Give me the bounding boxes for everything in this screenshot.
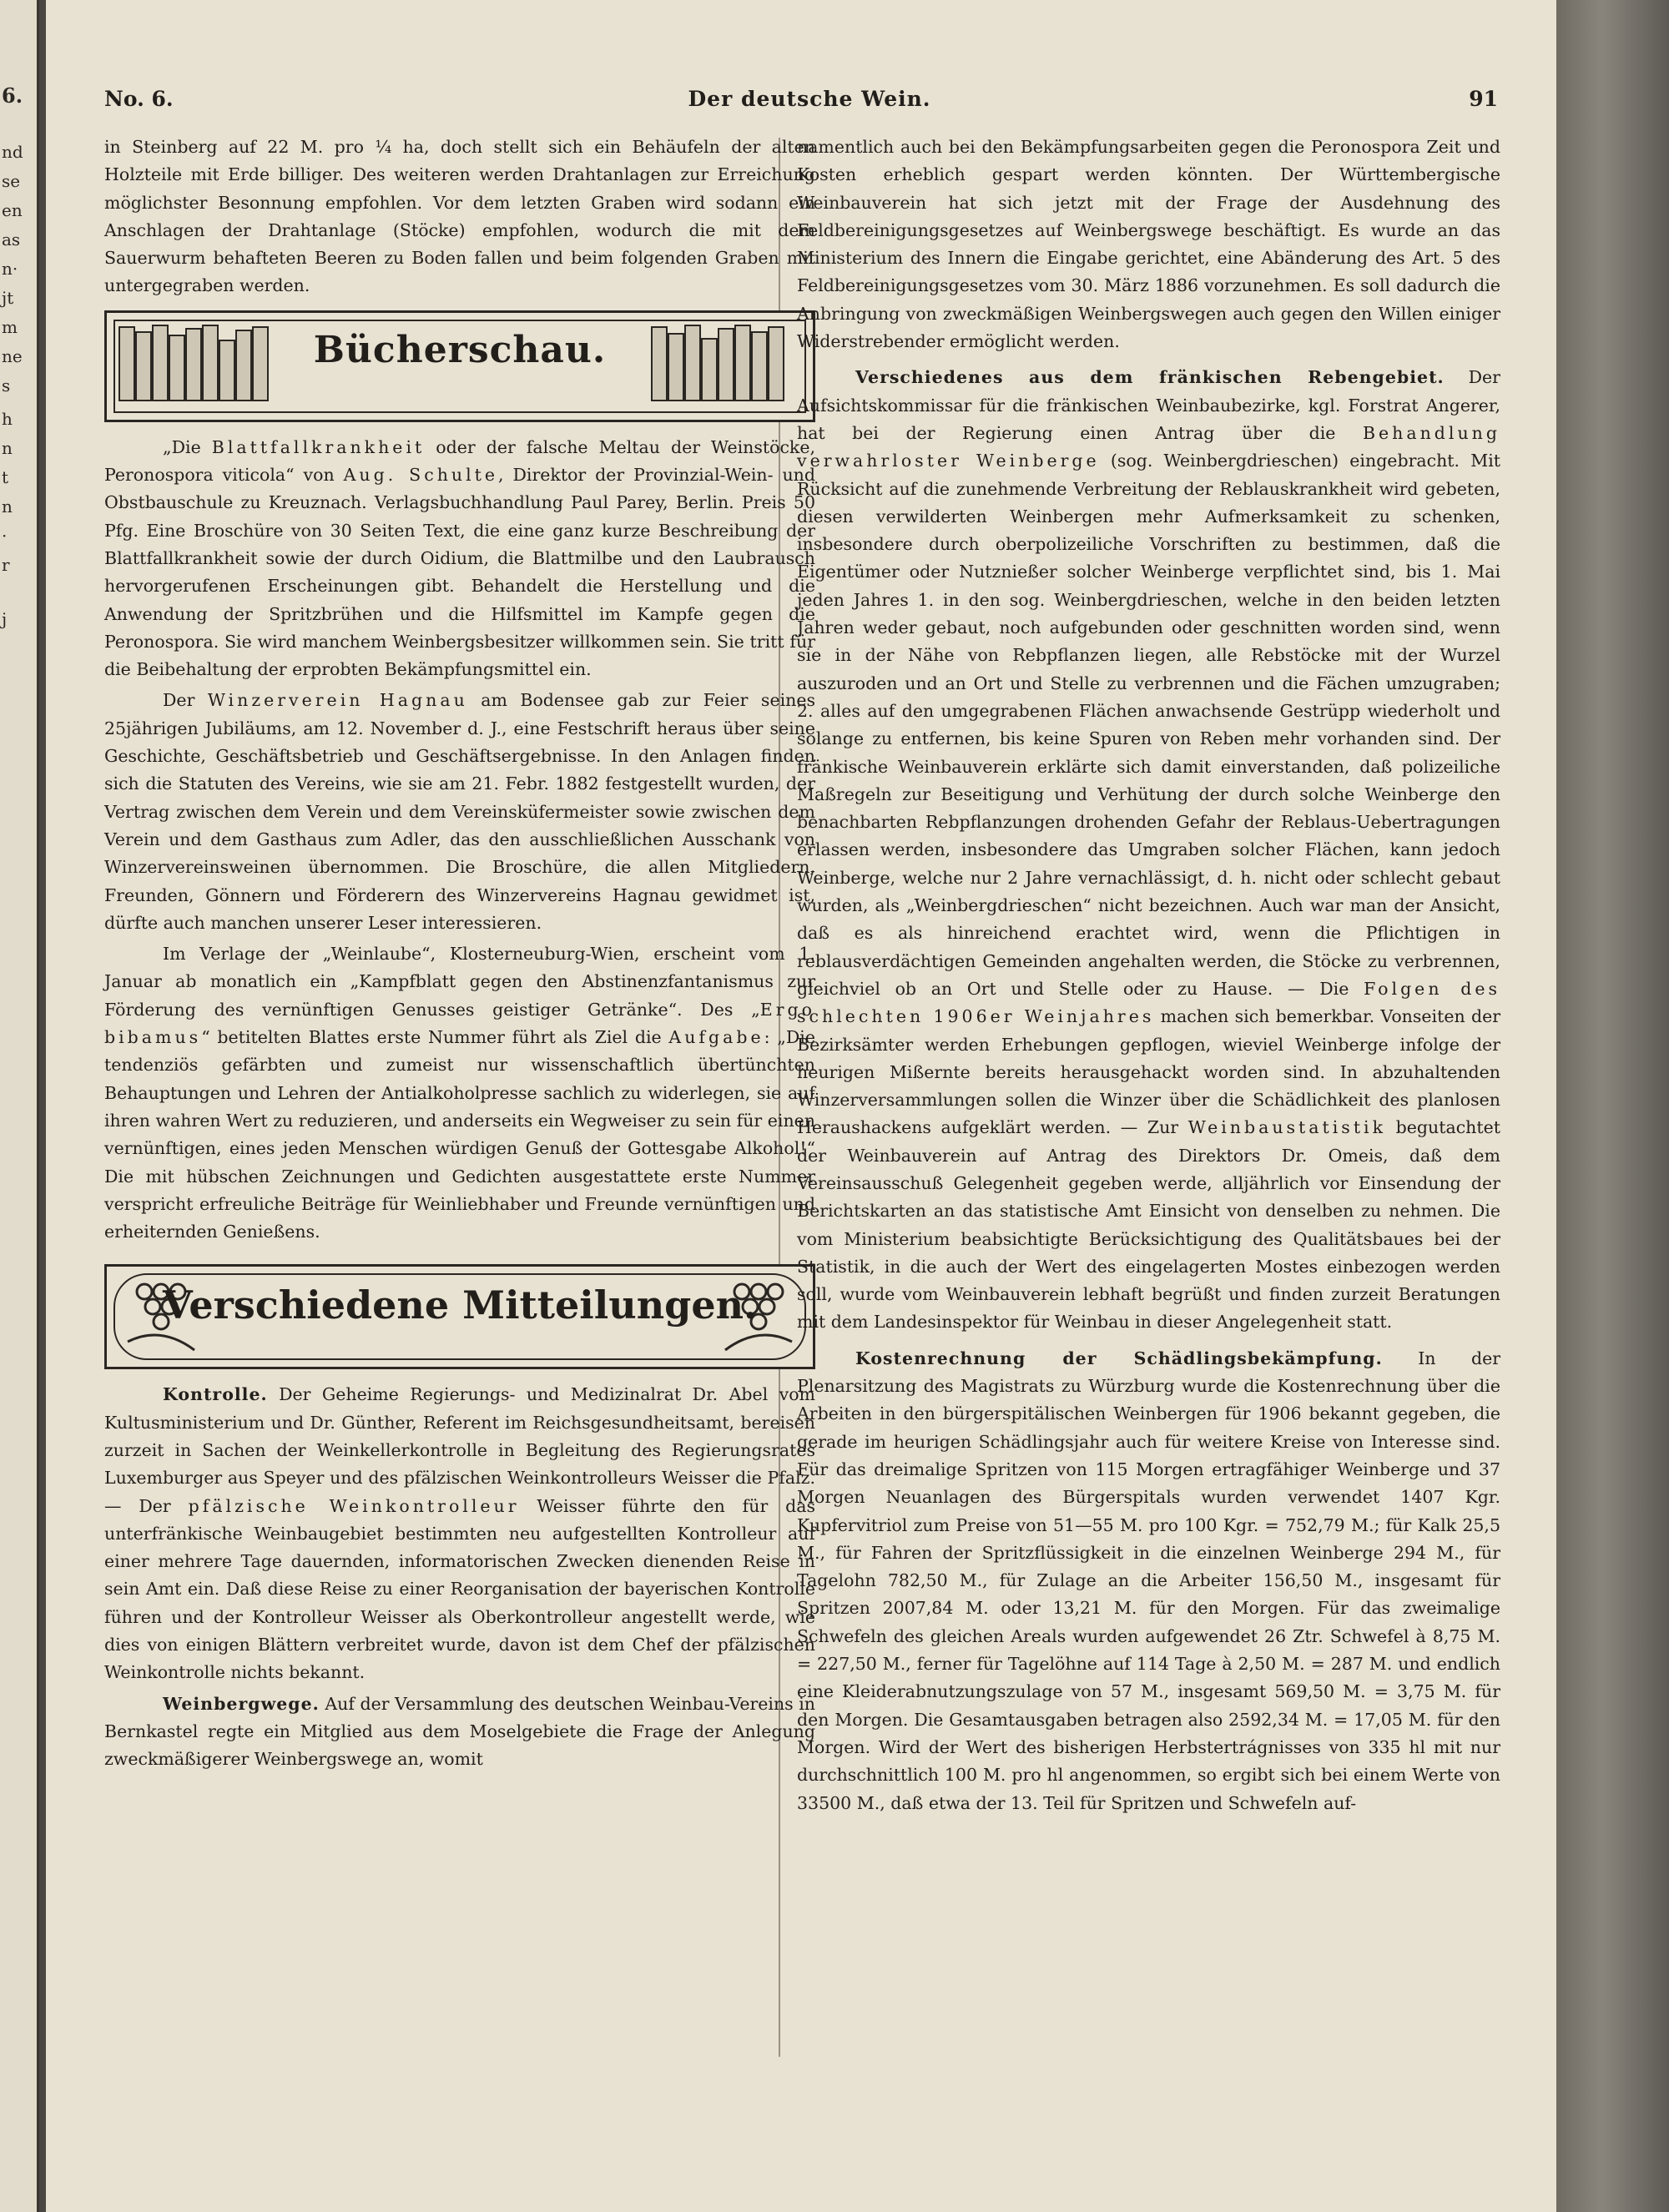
costs-article bbox=[797, 1345, 1500, 1817]
prev-page-fragment: h bbox=[2, 409, 13, 429]
article-heading: Kontrolle. bbox=[163, 1384, 268, 1405]
prev-page-fragment: n· bbox=[2, 259, 18, 279]
prev-page-fragment: ne bbox=[2, 346, 23, 366]
left-column bbox=[104, 134, 815, 1774]
book-review-1 bbox=[104, 434, 815, 684]
prev-page-fragment: n bbox=[2, 496, 13, 516]
prev-page-fragment: en bbox=[2, 200, 23, 220]
article-heading: Weinbergwege. bbox=[163, 1693, 320, 1714]
prev-page-fragment: jt bbox=[2, 288, 14, 308]
organization-name: Winzerverein Hagnau bbox=[207, 690, 468, 711]
book-review-2 bbox=[104, 687, 815, 937]
text-run: machen sich bemerkbar. Vonseiten der Bezirksämter werden Erhebungen gepflogen, wieviel Weinberge infolge der heurigen Mißernte bereits herausgehackt worden sind. In abzuhaltenden Winzerversammlungen sollen die Winzer über die Schädlichkeit des planlosen Heraushackens aufgeklärt werden. — Zur bbox=[797, 1006, 1501, 1138]
text-emphasis: Folgen des schlechten 1906er Weinjahres bbox=[797, 978, 1501, 1027]
prev-page-fragment: se bbox=[2, 171, 21, 191]
book-title: Blattfallkrankheit bbox=[211, 436, 426, 457]
misc-section-banner bbox=[104, 1264, 815, 1369]
page-number: 91 bbox=[1469, 87, 1498, 111]
article-heading: Kostenrechnung der Schädlingsbekämpfung. bbox=[855, 1348, 1383, 1368]
text-run: begutachtet der Weinbauverein auf Antrag des Direktors Dr. Omeis, daß dem Vereinsausschuß Gelegenheit gegeben werde, alljährlich vor Einsendung der Berichtskarten an das statistische Amt Einsicht von denselben zu nehmen. Die vom Ministerium beabsichtigte Berücksichtigung des Qualitätsbaues bei der Statistik, in die auch der Wert des eingelagerten Mostes einbezogen werden soll, wurde vom Weinbauverein lebhaft begrüßt und finden zurzeit Beratungen mit dem Landesinspektor für Weinbau in dieser Angelegenheit statt. bbox=[797, 1117, 1500, 1333]
text-run: Auf der Versammlung des deutschen Weinbau-Vereins in Bernkastel regte ein Mitglied aus dem Moselgebiete die Frage der Anlegung zweckmäßigerer Weinbergswege an, womit bbox=[104, 1693, 815, 1770]
right-column bbox=[797, 134, 1500, 1817]
frankish-article bbox=[797, 364, 1500, 1336]
intro-paragraph: in Steinberg auf 22 M. pro ¼ ha, doch stellt sich ein Behäufeln der alten Holzteile mit Erde billiger. Des weiteren werden Drahtanlagen zur Erreichung möglichster Besonnung empfohlen. Vor dem letzten Graben wird sodann ein Anschlagen der Drahtanlage (Stöcke) empfohlen, wodurch die mit dem Sauerwurm behafteten Beeren zu Boden fallen und beim folgenden Graben mit untergegraben werden. bbox=[104, 137, 815, 296]
text-run: oder der falsche Meltau der Weinstöcke, Peronospora viticola“ von bbox=[104, 436, 815, 486]
publication-title: Der deutsche Wein. bbox=[688, 87, 931, 111]
text-emphasis: Behandlung verwahrloster Weinberge bbox=[797, 422, 1500, 471]
prev-page-fragment: · bbox=[2, 526, 8, 546]
text-run: , Direktor der Provinzial-Wein- und Obstbauschule zu Kreuznach. Verlagsbuchhandlung Paul Parey, Berlin. Preis 50 Pfg. Eine Broschüre von 30 Seiten Text, die eine ganz kurze Beschreibung der Blattfallkrankheit sowie der durch Oidium, die Blattmilbe und den Laubrausch hervorgerufenen Erscheinungen gibt. Behandelt die Herstellung und die Anwendung der Spritzbrühen und die Hilfsmittel im Kampfe gegen die Peronospora. Sie wird manchem Weinbergsbesitzer willkommen sein. Sie tritt für die Beibehaltung der erprobten Bekämpfungsmittel ein. bbox=[104, 465, 815, 680]
author-name: Aug. Schulte bbox=[343, 465, 499, 486]
page-header bbox=[96, 80, 1523, 122]
text-run: Der Geheime Regierungs- und Medizinalrat Dr. Abel vom Kultusministerium und Dr. Günther, Referent im Reichsgesundheitsamt, bereisen zurzeit in Sachen der Weinkellerkontrolle in Begleitung des Regierungsrates Luxemburger aus Speyer und des pfälzischen Weinkontrolleurs Weisser die Pfalz. — Der bbox=[104, 1384, 815, 1516]
prev-page-fragment: r bbox=[2, 555, 10, 575]
prev-page-fragment: m bbox=[2, 317, 18, 337]
text-emphasis: pfälzische Weinkontrolleur bbox=[188, 1495, 520, 1516]
issue-number: No. 6. bbox=[104, 87, 174, 111]
text-run: “ betitelten Blattes erste Nummer führt als Ziel die bbox=[201, 1027, 669, 1048]
text-run: am Bodensee gab zur Feier seines 25jährigen Jubiläums, am 12. November d. J., eine Festschrift heraus über seine Geschichte, Geschäftsbetrieb und Geschäftsergebnisse. In den Anlagen finden sich die Statuten des Vereins, wie sie am 21. Febr. 1882 festgestellt wurden, der Vertrag zwischen dem Verein und dem Vereinsküfermeister sowie zwischen dem Verein und dem Gasthaus zum Adler, das den ausschließlichen Ausschank von Winzervereinsweinen übernommen. Die Broschüre, die allen Mitgliedern, Freunden, Gönnern und Förderern des Winzervereins Hagnau gewidmet ist, dürfte auch manchen unserer Leser interessieren. bbox=[104, 690, 815, 933]
prev-page-fragment: t bbox=[2, 467, 9, 487]
text-emphasis: Weinbaustatistik bbox=[1187, 1117, 1387, 1138]
prev-page-fragment: as bbox=[2, 229, 21, 249]
prev-page-fragment: nd bbox=[2, 142, 23, 162]
text-run: : „Die tendenziös gefärbten und zumeist nur wissenschaftlich übertünchten Behauptungen und Lehren der Antialkoholpresse sachlich zu widerlegen, sie auf ihren wahren Wert zu reduzieren, und anderseits ein Wegweiser zu sein für einen vernünftigen, eines jeden Menschen würdigen Genuß der Gottesgabe Alkohol!“ Die mit hübschen Zeichnungen und Gedichten ausgestattete erste Nummer verspricht erfreuliche Beiträge für Weinliebhaber und Freunde vernünftigen und erheiternden Genießens. bbox=[104, 1027, 816, 1242]
book-review-3 bbox=[104, 940, 815, 1246]
weinbergwege-continuation: namentlich auch bei den Bekämpfungsarbeiten gegen die Peronospora Zeit und Kosten erheblich gespart werden könnten. Der Württembergische Weinbauverein hat sich jetzt mit der Frage der Ausdehnung des Feldbereinigungsgesetzes auf Weinbergswege beschäftigt. Es wurde an das Ministerium des Innern die Eingabe gerichtet, eine Abänderung des Art. 5 des Feldbereinigungsgesetzes vom 30. März 1886 vorzunehmen. Es soll dadurch die Anbringung von zweckmäßigen Weinbergswegen auch gegen den Willen einiger Widerstrebender ermöglicht werden. bbox=[797, 137, 1500, 352]
text-emphasis: Aufgabe bbox=[668, 1027, 764, 1048]
kontrolle-article bbox=[104, 1381, 815, 1686]
prev-page-fragment: n bbox=[2, 438, 13, 458]
previous-page-edge bbox=[0, 0, 39, 2212]
text-run: (sog. Weinbergdrieschen) eingebracht. Mit Rücksicht auf die zunehmende Verbreitung der Reblauskrankheit wird gebeten, diesen verwilderten Weinbergen mehr Aufmerksamkeit zu schenken, insbesondere durch oberpolizeiliche Vorschriften zu bestimmen, daß die Eigentümer oder Nutznießer solcher Weinberge verpflichtet sind, bis 1. Mai jeden Jahres 1. in den sog. Weinbergdrieschen, welche in den beiden letzten Jahren weder gebaut, noch aufgebunden oder geschnitten worden sind, wenn sie in der Nähe von Rebpflanzen liegen, alle Rebstöcke mit der Wurzel auszuroden und an Ort und Stelle zu verbrennen und die Fächen umzugraben; 2. alles auf den umgegrabenen Flächen anwachsende Gestrüpp wiederholt und solange zu entfernen, bis keine Spuren von Reben mehr vorhanden sind. Der fränkische Weinbauverein erklärte sich damit einverstanden, daß polizeiliche Maßregeln zur Beseitigung und Verhütung der durch solche Weinberge den benachbarten Rebpflanzungen drohenden Gefahr der Reblaus-Uebertragungen erlassen werden, insbesondere das Umgraben solcher Flächen, kann jedoch Weinberge, welche nur 2 Jahre vernachlässigt, d. h. nicht oder schlecht gebaut wurden, als „Weinbergdrieschen“ nicht bezeichnen. Auch war man der Ansicht, daß es als hinreichend erachtet wird, wenn die Pflichtigen in reblausverdächtigen Gemeinden angehalten werden, die Stöcke zu verbrennen, gleichviel ob an Ort und Stelle oder zu Hause. — Die bbox=[797, 451, 1500, 999]
misc-section-title: Verschiedene Mitteilungen. bbox=[162, 1282, 758, 1328]
books-section-banner bbox=[104, 310, 815, 422]
prev-page-fragment: s bbox=[2, 375, 11, 396]
periodical-title: Ergo bibamus bbox=[104, 999, 815, 1048]
text-run: Weisser führte den für das unterfränkische Weinbaugebiet bestimmten neu aufgestellten Kontrolleur auf einer mehrere Tage dauernden, informatorischen Zwecken dienenden Reise in sein Amt ein. Daß diese Reise zu einer Reorganisation der bayerischen Kontrolle führen und der Kontrolleur Weisser als Oberkontrolleur angestellt werde, wie dies von einigen Blättern verbreitet wurde, davon ist dem Chef der pfälzischen Weinkontrolle nichts bekannt. bbox=[104, 1495, 816, 1683]
text-run: Der bbox=[163, 690, 208, 711]
text-run: Der Aufsichtskommissar für die fränkischen Weinbaubezirke, kgl. Forstrat Angerer, hat bei der Regierung einen Antrag über die bbox=[797, 367, 1500, 443]
prev-page-fragment: j bbox=[2, 609, 8, 629]
text-run: „Die bbox=[163, 436, 212, 457]
prev-page-fragment: 6. bbox=[2, 83, 23, 108]
weinbergwege-article bbox=[104, 1690, 815, 1774]
newspaper-page bbox=[46, 0, 1556, 2212]
text-run: In der Plenarsitzung des Magistrats zu Würzburg wurde die Kostenrechnung über die Arbeiten in den bürgerspitälischen Weinbergen für 1906 bekannt gegeben, die gerade im heurigen Schädlingsjahr auch für weitere Kreise von Interesse sind. Für das dreimalige Spritzen von 115 Morgen ertragfähiger Weinberge und 37 Morgen Neuanlagen des Bürgerspitals wurden verwendet 1407 Kgr. Kupfervitriol zum Preise von 51—55 M. pro 100 Kgr. = 752,79 M.; für Kalk 25,5 M., für Fahren der Spritzflüssigkeit in die einzelnen Weinberge 294 M., für Tagelohn 782,50 M., für Zulage an die Arbeiter 156,50 M., insgesamt für Spritzen 2007,84 M. oder 13,21 M. für den Morgen. Für das zweimalige Schwefeln des gleichen Areals wurden aufgewendet 26 Ztr. Schwefel à 8,75 M. = 227,50 M., ferner für Tagelöhne auf 114 Tage à 2,50 M. = 287 M. und endlich eine Kleiderabnutzungszulage von 57 M., insgesamt 569,50 M. = 3,75 M. für den Morgen. Die Gesamtausgaben betragen also 2592,34 M. = 17,05 M. für den Morgen. Wird der Wert des bisherigen Herbstertrágnisses von 335 hl mit nur durchschnittlich 100 M. pro hl angenommen, so ergibt sich bei einem Werte von 33500 M., daß etwa der 13. Teil für Spritzen und Schwefeln auf- bbox=[797, 1348, 1500, 1813]
text-run: Im Verlage der „Weinlaube“, Klosterneuburg-Wien, erscheint vom 1. Januar ab monatlich ein „Kampfblatt gegen den Abstinenzfantanismus zur Förderung des vernünftigen Genusses geistiger Getränke“. Des „ bbox=[104, 944, 815, 1020]
book-binding-edge bbox=[1556, 0, 1669, 2212]
article-heading: Verschiedenes aus dem fränkischen Rebengebiet. bbox=[855, 367, 1445, 388]
books-section-title: Bücherschau. bbox=[313, 328, 607, 371]
